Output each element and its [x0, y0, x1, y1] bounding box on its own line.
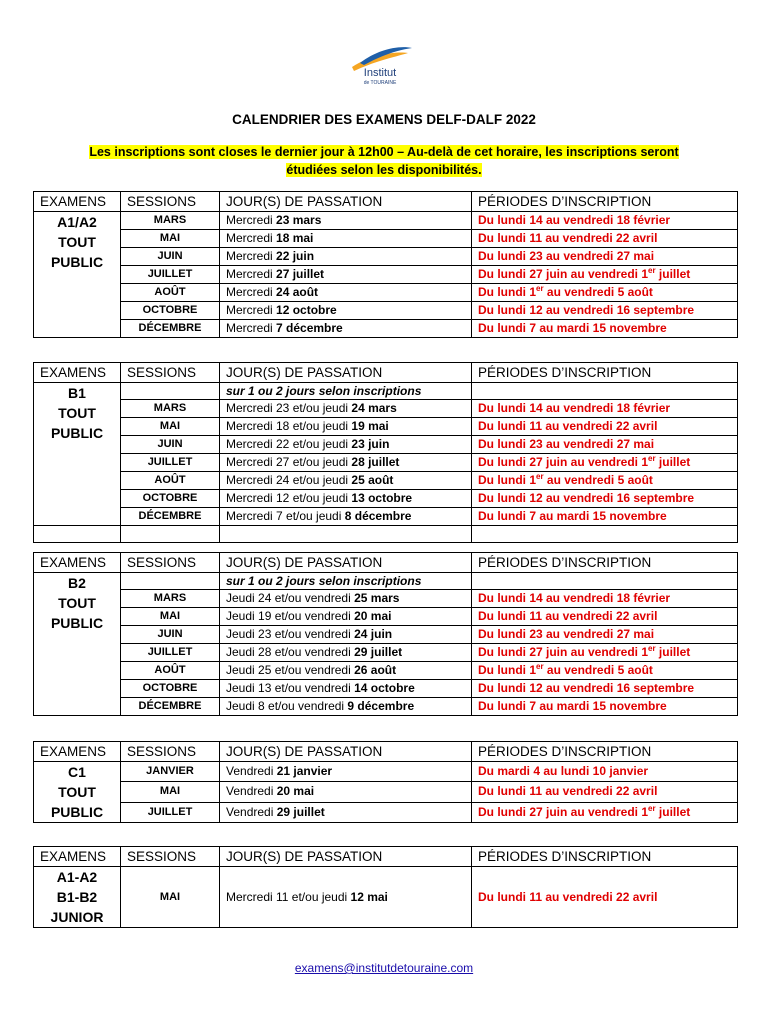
period-text: Du lundi 11 au vendredi 22 avril [478, 231, 658, 245]
day-date: 29 juillet [354, 645, 403, 659]
col-periodes-header: PÉRIODES D’INSCRIPTION [472, 847, 738, 867]
period-text: Du lundi 12 au vendredi 16 septembre [478, 303, 695, 317]
session-cell: DÉCEMBRE [121, 320, 220, 338]
registration-period-cell [472, 400, 738, 418]
day-text: Mercredi [226, 213, 277, 227]
col-examens-header: EXAMENS [34, 742, 121, 762]
registration-period-cell [472, 644, 738, 662]
exam-level-line: PUBLIC [50, 254, 104, 270]
empty-cell [121, 383, 220, 400]
empty-cell [121, 526, 220, 543]
header-row [34, 742, 738, 762]
day-date: 23 juin [351, 437, 390, 451]
day-text: Vendredi [226, 784, 277, 799]
exam-level-line: PUBLIC [50, 615, 104, 631]
registration-period-cell [472, 284, 738, 302]
col-jours-header: JOUR(S) DE PASSATION [220, 363, 472, 383]
email-link[interactable]: examens@institutdetouraine.com [294, 961, 474, 975]
day-text: Jeudi 28 et/ou vendredi [226, 645, 355, 659]
notice-line-2: étudiées selon les disponibilités. [286, 163, 482, 177]
exam-table-4 [33, 741, 738, 823]
registration-period-cell [472, 608, 738, 626]
session-cell: JANVIER [121, 762, 220, 782]
passation-day-cell [220, 762, 472, 782]
exam-table-5 [33, 846, 738, 928]
contact-email [0, 961, 768, 975]
table-row [34, 680, 738, 698]
passation-day-cell [220, 590, 472, 608]
table-row [34, 436, 738, 454]
period-text: Du lundi 27 juin au vendredi 1 [478, 645, 649, 659]
col-jours-header: JOUR(S) DE PASSATION [220, 553, 472, 573]
logo-text-institut: Institut [363, 67, 397, 79]
empty-cell [121, 573, 220, 590]
table-row [34, 212, 738, 230]
notice-line-1: Les inscriptions sont closes le dernier jour à 12h00 – Au-delà de cet horaire, les inscriptions seront [89, 145, 679, 159]
passation-day-cell [220, 680, 472, 698]
table-row [34, 782, 738, 802]
passation-day-cell [220, 698, 472, 716]
day-text: Mercredi 27 et/ou jeudi [226, 455, 352, 469]
header-row [34, 192, 738, 212]
registration-period-cell [472, 248, 738, 266]
page-title: CALENDRIER DES EXAMENS DELF-DALF 2022 [232, 112, 536, 127]
col-examens-header: EXAMENS [34, 847, 121, 867]
session-cell: MAI [121, 608, 220, 626]
session-cell: JUIN [121, 436, 220, 454]
institut-de-touraine-logo [340, 45, 420, 85]
subnote-row [34, 383, 738, 400]
table-row [34, 662, 738, 680]
day-date: 12 octobre [276, 303, 337, 317]
session-cell: MAI [121, 867, 220, 928]
empty-cell [472, 383, 738, 400]
table-row [34, 284, 738, 302]
col-periodes-header: PÉRIODES D’INSCRIPTION [472, 553, 738, 573]
registration-period-cell [472, 626, 738, 644]
session-cell: MAI [121, 230, 220, 248]
registration-period-cell [472, 230, 738, 248]
col-examens-header: EXAMENS [34, 363, 121, 383]
passation-day-cell [220, 418, 472, 436]
passation-day-cell [220, 626, 472, 644]
day-date: 22 juin [276, 249, 315, 263]
period-text: Du lundi 1 [478, 285, 536, 299]
exam-level [34, 867, 121, 928]
session-cell: MARS [121, 400, 220, 418]
period-text: Du lundi 12 au vendredi 16 septembre [478, 491, 695, 505]
day-text: Vendredi [226, 764, 277, 779]
day-date: 8 décembre [344, 509, 412, 523]
period-text: Du lundi 27 juin au vendredi 1 [478, 804, 649, 819]
empty-cell [34, 526, 121, 543]
day-date: 28 juillet [351, 455, 400, 469]
period-text: Du lundi 7 au mardi 15 novembre [478, 321, 667, 335]
exam-level-line: JUNIOR [50, 909, 104, 925]
day-date: 29 juillet [276, 804, 325, 819]
passation-day-cell [220, 490, 472, 508]
session-cell: OCTOBRE [121, 680, 220, 698]
exam-level-line: B1-B2 [56, 889, 98, 905]
day-text: Mercredi 7 et/ou jeudi [226, 509, 345, 523]
day-date: 24 juin [354, 627, 393, 641]
registration-period-cell [472, 436, 738, 454]
period-text: Du lundi 1 [478, 663, 536, 677]
day-text: Mercredi [226, 231, 277, 245]
table-row [34, 248, 738, 266]
period-text-end: juillet [655, 804, 691, 819]
table-row [34, 802, 738, 822]
day-text: Mercredi [226, 285, 277, 299]
session-cell: OCTOBRE [121, 490, 220, 508]
period-ordinal: er [648, 454, 656, 463]
session-cell: JUILLET [121, 454, 220, 472]
passation-day-cell [220, 472, 472, 490]
day-text: Mercredi 11 et/ou jeudi [226, 889, 351, 904]
day-text: Mercredi [226, 267, 277, 281]
table-row [34, 508, 738, 526]
days-subnote: sur 1 ou 2 jours selon inscriptions [220, 383, 472, 400]
period-text: Du lundi 27 juin au vendredi 1 [478, 455, 649, 469]
registration-period-cell [472, 782, 738, 802]
session-cell: DÉCEMBRE [121, 698, 220, 716]
col-jours-header: JOUR(S) DE PASSATION [220, 847, 472, 867]
day-text: Mercredi [226, 249, 277, 263]
exam-table-3 [33, 552, 738, 716]
table-row [34, 472, 738, 490]
registration-period-cell [472, 508, 738, 526]
day-date: 24 août [276, 285, 319, 299]
session-cell: AOÛT [121, 284, 220, 302]
period-text-end: juillet [655, 267, 691, 281]
table-row [34, 230, 738, 248]
registration-period-cell [472, 472, 738, 490]
registration-period-cell [472, 762, 738, 782]
registration-period-cell [472, 590, 738, 608]
period-text-end: au vendredi 5 août [543, 473, 653, 487]
table-row [34, 590, 738, 608]
period-text: Du lundi 1 [478, 473, 536, 487]
exam-level [34, 212, 121, 338]
table-row [34, 762, 738, 782]
exam-level [34, 573, 121, 716]
passation-day-cell [220, 212, 472, 230]
passation-day-cell [220, 802, 472, 822]
registration-period-cell [472, 867, 738, 928]
passation-day-cell [220, 302, 472, 320]
day-text: Vendredi [226, 804, 277, 819]
period-ordinal: er [536, 472, 544, 481]
exam-level [34, 762, 121, 823]
period-text: Du lundi 23 au vendredi 27 mai [478, 437, 655, 451]
day-date: 23 mars [276, 213, 322, 227]
day-date: 7 décembre [276, 321, 343, 335]
day-date: 18 mai [276, 231, 314, 245]
session-cell: MARS [121, 590, 220, 608]
day-date: 14 octobre [354, 681, 415, 695]
empty-cell [472, 573, 738, 590]
day-date: 27 juillet [276, 267, 325, 281]
exam-table-1 [33, 191, 738, 338]
passation-day-cell [220, 230, 472, 248]
session-cell: MARS [121, 212, 220, 230]
spacer-row [34, 526, 738, 543]
days-subnote: sur 1 ou 2 jours selon inscriptions [220, 573, 472, 590]
day-text: Jeudi 23 et/ou vendredi [226, 627, 355, 641]
exam-level-line: PUBLIC [50, 804, 104, 820]
exam-level-line: TOUT [58, 405, 96, 421]
col-sessions-header: SESSIONS [121, 847, 220, 867]
table-row [34, 454, 738, 472]
header-row [34, 847, 738, 867]
table-row [34, 867, 738, 928]
period-ordinal: er [648, 644, 656, 653]
period-text: Du lundi 11 au vendredi 22 avril [478, 609, 658, 623]
passation-day-cell [220, 400, 472, 418]
registration-period-cell [472, 698, 738, 716]
header-row [34, 553, 738, 573]
day-text: Jeudi 19 et/ou vendredi [226, 609, 355, 623]
registration-period-cell [472, 302, 738, 320]
col-sessions-header: SESSIONS [121, 553, 220, 573]
registration-period-cell [472, 662, 738, 680]
day-text: Mercredi 24 et/ou jeudi [226, 473, 352, 487]
col-sessions-header: SESSIONS [121, 192, 220, 212]
exam-level-line: TOUT [58, 784, 96, 800]
passation-day-cell [220, 320, 472, 338]
day-text: Mercredi 23 et/ou jeudi [226, 401, 352, 415]
session-cell: JUIN [121, 626, 220, 644]
period-ordinal: er [536, 662, 544, 671]
registration-period-cell [472, 418, 738, 436]
table-row [34, 626, 738, 644]
registration-period-cell [472, 490, 738, 508]
passation-day-cell [220, 644, 472, 662]
period-text-end: juillet [655, 645, 691, 659]
day-date: 12 mai [350, 889, 388, 904]
table-row [34, 490, 738, 508]
passation-day-cell [220, 266, 472, 284]
passation-day-cell [220, 436, 472, 454]
day-date: 24 mars [351, 401, 397, 415]
period-text: Du lundi 7 au mardi 15 novembre [478, 699, 667, 713]
period-text: Du lundi 12 au vendredi 16 septembre [478, 681, 695, 695]
registration-period-cell [472, 802, 738, 822]
table-row [34, 400, 738, 418]
period-text: Du lundi 14 au vendredi 18 février [478, 591, 671, 605]
day-date: 26 août [354, 663, 397, 677]
session-cell: JUIN [121, 248, 220, 266]
session-cell: OCTOBRE [121, 302, 220, 320]
period-text: Du mardi 4 au lundi 10 janvier [478, 764, 649, 779]
registration-period-cell [472, 266, 738, 284]
period-text-end: juillet [655, 455, 691, 469]
col-periodes-header: PÉRIODES D’INSCRIPTION [472, 363, 738, 383]
passation-day-cell [220, 867, 472, 928]
exam-level-line: B1 [68, 385, 86, 401]
empty-cell [472, 526, 738, 543]
exam-level-line: A1-A2 [56, 869, 98, 885]
exam-table-2 [33, 362, 738, 543]
day-date: 21 janvier [276, 764, 333, 779]
session-cell: MAI [121, 782, 220, 802]
session-cell: JUILLET [121, 644, 220, 662]
col-jours-header: JOUR(S) DE PASSATION [220, 192, 472, 212]
passation-day-cell [220, 454, 472, 472]
passation-day-cell [220, 782, 472, 802]
col-periodes-header: PÉRIODES D’INSCRIPTION [472, 192, 738, 212]
exam-level-line: TOUT [58, 595, 96, 611]
day-text: Mercredi 22 et/ou jeudi [226, 437, 352, 451]
logo-text-touraine: de TOURAINE [363, 80, 397, 85]
period-text: Du lundi 7 au mardi 15 novembre [478, 509, 667, 523]
exam-level-line: A1/A2 [57, 214, 97, 230]
passation-day-cell [220, 662, 472, 680]
period-text-end: au vendredi 5 août [543, 663, 653, 677]
col-examens-header: EXAMENS [34, 192, 121, 212]
day-date: 25 mars [354, 591, 400, 605]
day-text: Mercredi [226, 321, 277, 335]
period-text-end: au vendredi 5 août [543, 285, 653, 299]
table-row [34, 302, 738, 320]
day-text: Mercredi [226, 303, 277, 317]
table-row [34, 644, 738, 662]
day-date: 25 août [351, 473, 394, 487]
period-text: Du lundi 23 au vendredi 27 mai [478, 249, 655, 263]
table-row [34, 320, 738, 338]
exam-level-line: B2 [68, 575, 86, 591]
registration-period-cell [472, 320, 738, 338]
period-ordinal: er [648, 803, 656, 813]
session-cell: JUILLET [121, 802, 220, 822]
registration-period-cell [472, 680, 738, 698]
period-text: Du lundi 23 au vendredi 27 mai [478, 627, 655, 641]
empty-cell [220, 526, 472, 543]
exam-level-line: TOUT [58, 234, 96, 250]
session-cell: JUILLET [121, 266, 220, 284]
day-date: 20 mai [276, 784, 315, 799]
passation-day-cell [220, 508, 472, 526]
day-date: 13 octobre [351, 491, 413, 505]
table-row [34, 418, 738, 436]
exam-level [34, 383, 121, 526]
day-text: Mercredi 12 et/ou jeudi [226, 491, 352, 505]
col-periodes-header: PÉRIODES D’INSCRIPTION [472, 742, 738, 762]
session-cell: DÉCEMBRE [121, 508, 220, 526]
period-text: Du lundi 14 au vendredi 18 février [478, 213, 671, 227]
period-text: Du lundi 11 au vendredi 22 avril [478, 784, 658, 799]
period-text: Du lundi 14 au vendredi 18 février [478, 401, 671, 415]
day-text: Jeudi 8 et/ou vendredi [226, 699, 348, 713]
period-ordinal: er [536, 284, 544, 293]
day-text: Mercredi 18 et/ou jeudi [226, 419, 352, 433]
day-text: Jeudi 24 et/ou vendredi [226, 591, 355, 605]
passation-day-cell [220, 248, 472, 266]
table-row [34, 266, 738, 284]
session-cell: MAI [121, 418, 220, 436]
col-examens-header: EXAMENS [34, 553, 121, 573]
period-ordinal: er [648, 266, 656, 275]
day-date: 19 mai [351, 419, 389, 433]
passation-day-cell [220, 284, 472, 302]
registration-period-cell [472, 212, 738, 230]
period-text: Du lundi 27 juin au vendredi 1 [478, 267, 649, 281]
header-row [34, 363, 738, 383]
table-row [34, 608, 738, 626]
period-text: Du lundi 11 au vendredi 22 avril [478, 419, 658, 433]
col-sessions-header: SESSIONS [121, 363, 220, 383]
registration-notice [60, 143, 708, 179]
session-cell: AOÛT [121, 472, 220, 490]
passation-day-cell [220, 608, 472, 626]
exam-level-line: PUBLIC [50, 425, 104, 441]
period-text: Du lundi 11 au vendredi 22 avril [478, 889, 658, 904]
day-text: Jeudi 25 et/ou vendredi [226, 663, 355, 677]
day-text: Jeudi 13 et/ou vendredi [226, 681, 355, 695]
day-date: 20 mai [354, 609, 392, 623]
session-cell: AOÛT [121, 662, 220, 680]
registration-period-cell [472, 454, 738, 472]
subnote-row [34, 573, 738, 590]
table-row [34, 698, 738, 716]
col-jours-header: JOUR(S) DE PASSATION [220, 742, 472, 762]
exam-level-line: C1 [68, 764, 86, 780]
day-date: 9 décembre [347, 699, 415, 713]
col-sessions-header: SESSIONS [121, 742, 220, 762]
